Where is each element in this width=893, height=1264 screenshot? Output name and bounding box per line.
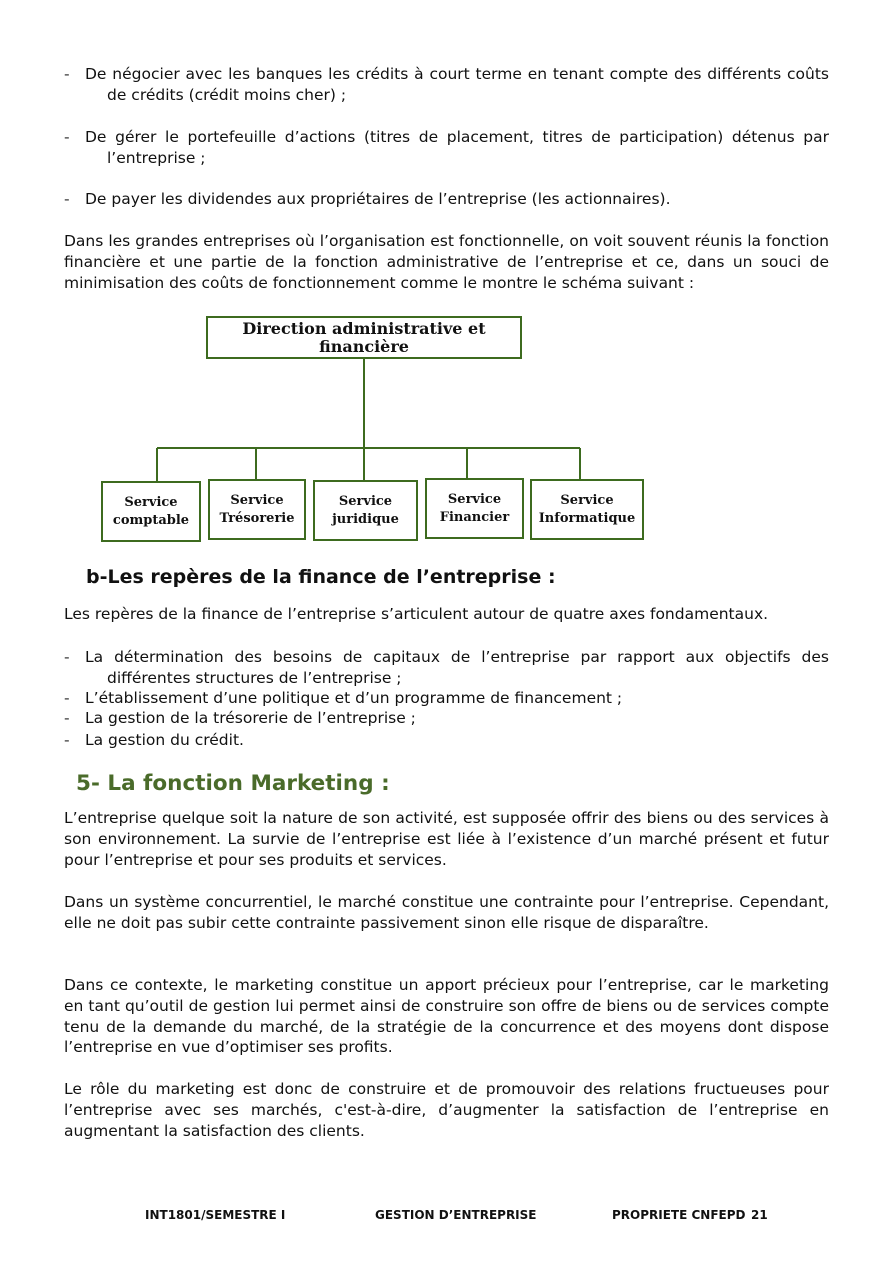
dash-icon: - (64, 689, 70, 707)
org-chart-service-box: Service comptable (101, 481, 201, 542)
bullet-item: - La détermination des besoins de capitaux de l’entreprise par rapport aux objectifs des différentes structures de l’entreprise ; (64, 648, 829, 687)
bullet-item: - La gestion du crédit. (64, 731, 244, 749)
org-chart-service-box: Service juridique (313, 480, 418, 541)
body-paragraph: Dans ce contexte, le marketing constitue un apport précieux pour l’entreprise, car le marketing en tant qu’outil de gestion lui permet ainsi de construire son offre de biens ou de services compte tenu de la demande du marché, de la stratégie de la concurrence et des moyens dont dispose l’entreprise en vue d’optimiser ses profits. (64, 976, 829, 1057)
footer-code: INT1801/SEMESTRE I (145, 1208, 286, 1222)
bullet-item: - De gérer le portefeuille d’actions (titres de placement, titres de participation) détenus par l’entreprise ; (64, 128, 829, 167)
body-paragraph: Dans un système concurrentiel, le marché constitue une contrainte pour l’entreprise. Cependant, elle ne doit pas subir cette contrainte passivement sinon elle risque de disparaître. (64, 893, 829, 932)
body-paragraph: Le rôle du marketing est donc de construire et de promouvoir des relations fructueuses pour l’entreprise avec ses marchés, c'est-à-dire, d’augmenter la satisfaction de l’entreprise en augmentant la satisfaction des clients. (64, 1080, 829, 1140)
dash-icon: - (64, 731, 70, 749)
dash-icon: - (64, 65, 70, 83)
footer-owner: PROPRIETE CNFEPD (612, 1208, 746, 1222)
org-chart-top-box: Direction administrative et financière (206, 316, 522, 359)
page-number: 21 (751, 1208, 768, 1222)
section-b-intro: Les repères de la finance de l’entreprise s’articulent autour de quatre axes fondamentaux. (64, 605, 769, 623)
dash-icon: - (64, 128, 70, 146)
section-b-title: b-Les repères de la finance de l’entreprise : (86, 566, 556, 588)
org-chart-service-box: Service Informatique (530, 479, 644, 540)
dash-icon: - (64, 190, 70, 208)
bullet-item: - L’établissement d’une politique et d’un programme de financement ; (64, 689, 623, 707)
bullet-item: - La gestion de la trésorerie de l’entreprise ; (64, 709, 416, 727)
org-chart-service-box: Service Financier (425, 478, 524, 539)
footer-course: GESTION D’ENTREPRISE (375, 1208, 537, 1222)
bullet-item: - De négocier avec les banques les crédits à court terme en tenant compte des différents coûts de crédits (crédit moins cher) ; (64, 65, 829, 104)
dash-icon: - (64, 709, 70, 727)
org-chart-service-box: Service Trésorerie (208, 479, 306, 540)
section-5-title: 5- La fonction Marketing : (76, 771, 390, 796)
bullet-item: - De payer les dividendes aux propriétaires de l’entreprise (les actionnaires). (64, 190, 671, 208)
intro-paragraph: Dans les grandes entreprises où l’organisation est fonctionnelle, on voit souvent réunis la fonction financière et une partie de la fonction administrative de l’entreprise et ce, dans un souci de minimisation des coûts de fonctionnement comme le montre le schéma suivant : (64, 232, 829, 292)
body-paragraph: L’entreprise quelque soit la nature de son activité, est supposée offrir des biens ou des services à son environnement. La survie de l’entreprise est liée à l’existence d’un marché présent et futur pour l’entreprise et pour ses produits et services. (64, 809, 829, 869)
dash-icon: - (64, 648, 70, 666)
